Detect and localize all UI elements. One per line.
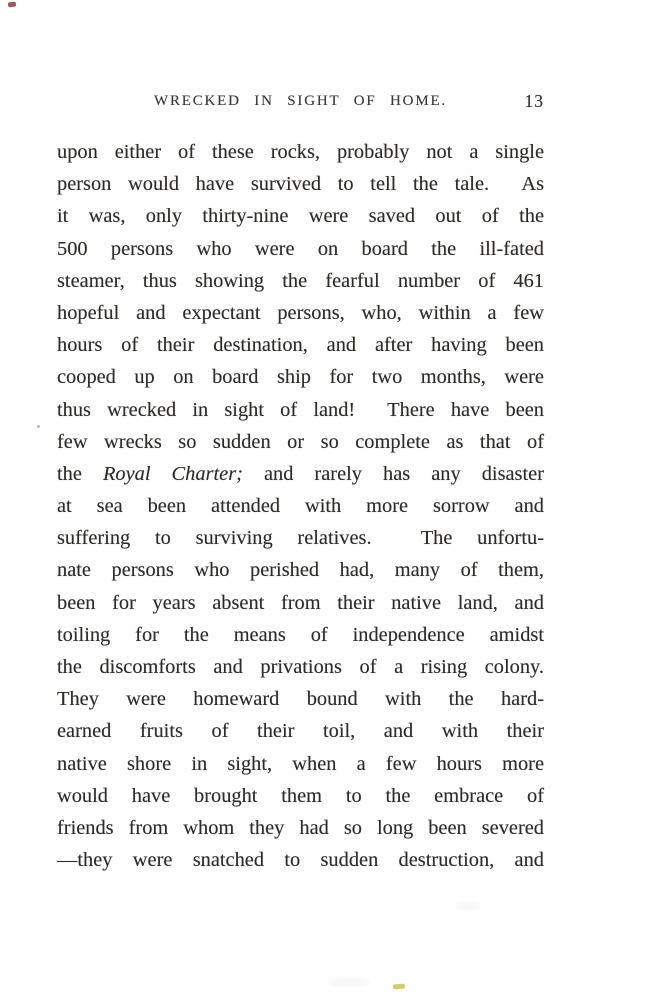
- scan-speck-top-left: [8, 1, 17, 7]
- text-line: —they were snatched to sudden destruction, and: [57, 849, 544, 872]
- text-line: hours of their destination, and after having been: [57, 334, 544, 357]
- text-line: thus wrecked in sight of land! There have been: [57, 398, 544, 421]
- text-line: few wrecks so sudden or so complete as that of: [57, 430, 544, 453]
- text-line: 500 persons who were on board the ill-fated: [57, 237, 544, 260]
- running-header: [57, 93, 544, 115]
- text-line: hopeful and expectant persons, who, within a few: [57, 301, 544, 324]
- running-header-title: WRECKED IN SIGHT OF HOME.: [154, 93, 447, 109]
- text-line: They were homeward bound with the hard-: [57, 688, 544, 711]
- page-text: [57, 136, 544, 876]
- text-line: earned fruits of their toil, and with their: [57, 720, 544, 743]
- text-line: upon either of these rocks, probably not a single: [57, 141, 544, 163]
- text-line: the discomforts and privations of a rising colony.: [57, 656, 544, 678]
- page-number: 13: [524, 91, 544, 111]
- scan-smudge: [455, 902, 481, 910]
- text-line: suffering to surviving relatives. The unfortu-: [57, 527, 544, 550]
- scan-speck-bottom: [393, 984, 405, 990]
- scan-speck-left-margin: [37, 425, 40, 428]
- scan-smudge: [330, 978, 370, 987]
- text-line: the Royal Charter; and rarely has any disaster: [57, 462, 544, 485]
- text-line: steamer, thus showing the fearful number of 461: [57, 269, 544, 292]
- text-line: would have brought them to the embrace of: [57, 784, 544, 807]
- text-line: nate persons who perished had, many of them,: [57, 559, 544, 582]
- text-line: at sea been attended with more sorrow and: [57, 495, 544, 518]
- text-line: native shore in sight, when a few hours more: [57, 752, 544, 775]
- text-line: person would have survived to tell the tale. As: [57, 173, 544, 196]
- text-line: cooped up on board ship for two months, were: [57, 366, 544, 389]
- text-line: it was, only thirty-nine were saved out of the: [57, 205, 544, 228]
- text-line: been for years absent from their native land, and: [57, 591, 544, 614]
- text-line: friends from whom they had so long been severed: [57, 816, 544, 839]
- text-line: toiling for the means of independence amidst: [57, 623, 544, 646]
